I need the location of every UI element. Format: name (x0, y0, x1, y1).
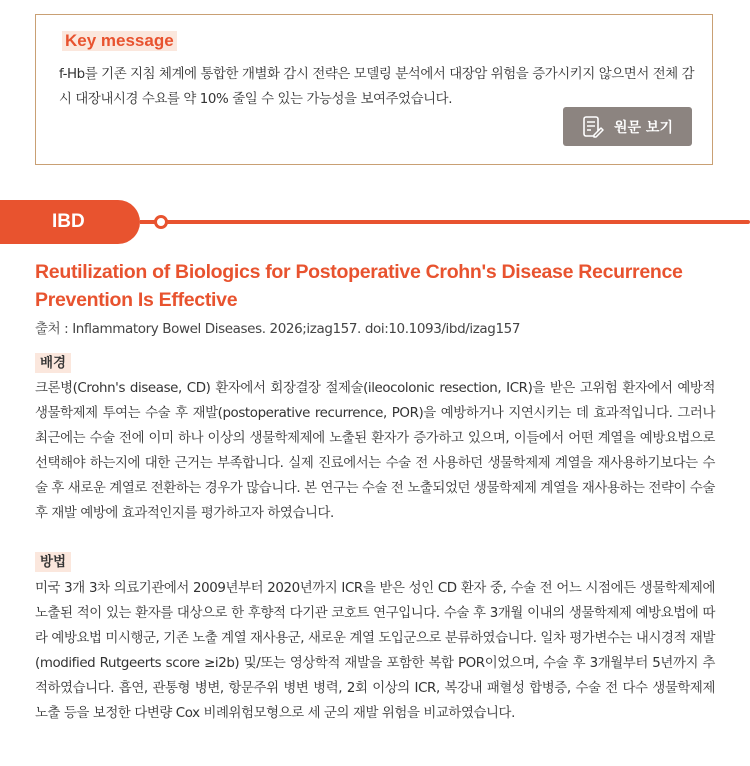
view-original-label: 원문 보기 (614, 119, 673, 136)
section-divider-line (140, 220, 750, 224)
background-label: 배경 (35, 353, 71, 373)
section-tab-ibd: IBD (0, 200, 140, 244)
key-message-box (35, 14, 713, 165)
methods-paragraph: 미국 3개 3차 의료기관에서 2009년부터 2020년까지 ICR을 받은 성인 CD 환자 중, 수술 전 어느 시점에든 생물학제제에 노출된 적이 있는 환자를 대상으로 한 후향적 다기관 코호트 연구입니다. 수술 후 3개월 이내의 생물학제제 예방요법에 따라 예방요법 미시행군, 기존 노출 계열 재사용군, 새로운 계열 도입군으로 분류하였습니다. 일차 평가변수는 내시경적 재발(modified Rutgeerts score ≥i2b) 및/또는 영상학적 재발을 포함한 복합 POR이었으며, 수술 후 3개월부터 5년까지 추적하였습니다. 흡연, 관통형 병변, 항문주위 병변 병력, 2회 이상의 ICR, 복강내 패혈성 합병증, 수술 전 다수 생물학제제 노출 등을 보정한 다변량 Cox 비례위험모형으로 세 군의 재발 위험을 비교하였습니다. (35, 581, 715, 721)
article-source: 출처 : Inflammatory Bowel Diseases. 2026;izag157. doi:10.1093/ibd/izag157 (35, 321, 521, 337)
document-edit-icon (582, 115, 604, 139)
key-message-text: f-Hb를 기존 지침 체계에 통합한 개별화 감시 전략은 모델링 분석에서 대장암 위험을 증가시키지 않으면서 전체 감시 대장내시경 수요를 약 10% 줄일 수 있는 가능성을 보여주었습니다. (59, 67, 695, 107)
key-message-title: Key message (62, 31, 177, 51)
background-paragraph: 크론병(Crohn's disease, CD) 환자에서 회장결장 절제술(ileocolonic resection, ICR)을 받은 고위험 환자에서 예방적 생물학제제 투여는 수술 후 재발(postoperative recurrence, POR)을 예방하거나 지연시키는 데 효과적입니다. 그러나 최근에는 수술 전에 이미 하나 이상의 생물학제제에 노출된 환자가 증가하고 있으며, 이들에서 어떤 계열을 예방요법으로 선택해야 하는지에 대한 근거는 부족합니다. 실제 진료에서는 수술 전 사용하던 생물학제제 계열을 재사용하기보다는 수술 후 새로운 계열로 전환하는 경우가 많습니다. 본 연구는 수술 전 노출되었던 생물학제제 계열을 재사용하는 전략이 수술 후 재발 예방에 효과적인지를 평가하고자 하였습니다. (35, 381, 715, 521)
section-header (0, 200, 750, 244)
article-title: Reutilization of Biologics for Postoperative Crohn's Disease Recurrence Prevention Is Effective (35, 261, 683, 311)
view-original-button[interactable] (563, 107, 692, 146)
methods-label: 방법 (35, 552, 71, 572)
section-divider-dot (154, 215, 168, 229)
